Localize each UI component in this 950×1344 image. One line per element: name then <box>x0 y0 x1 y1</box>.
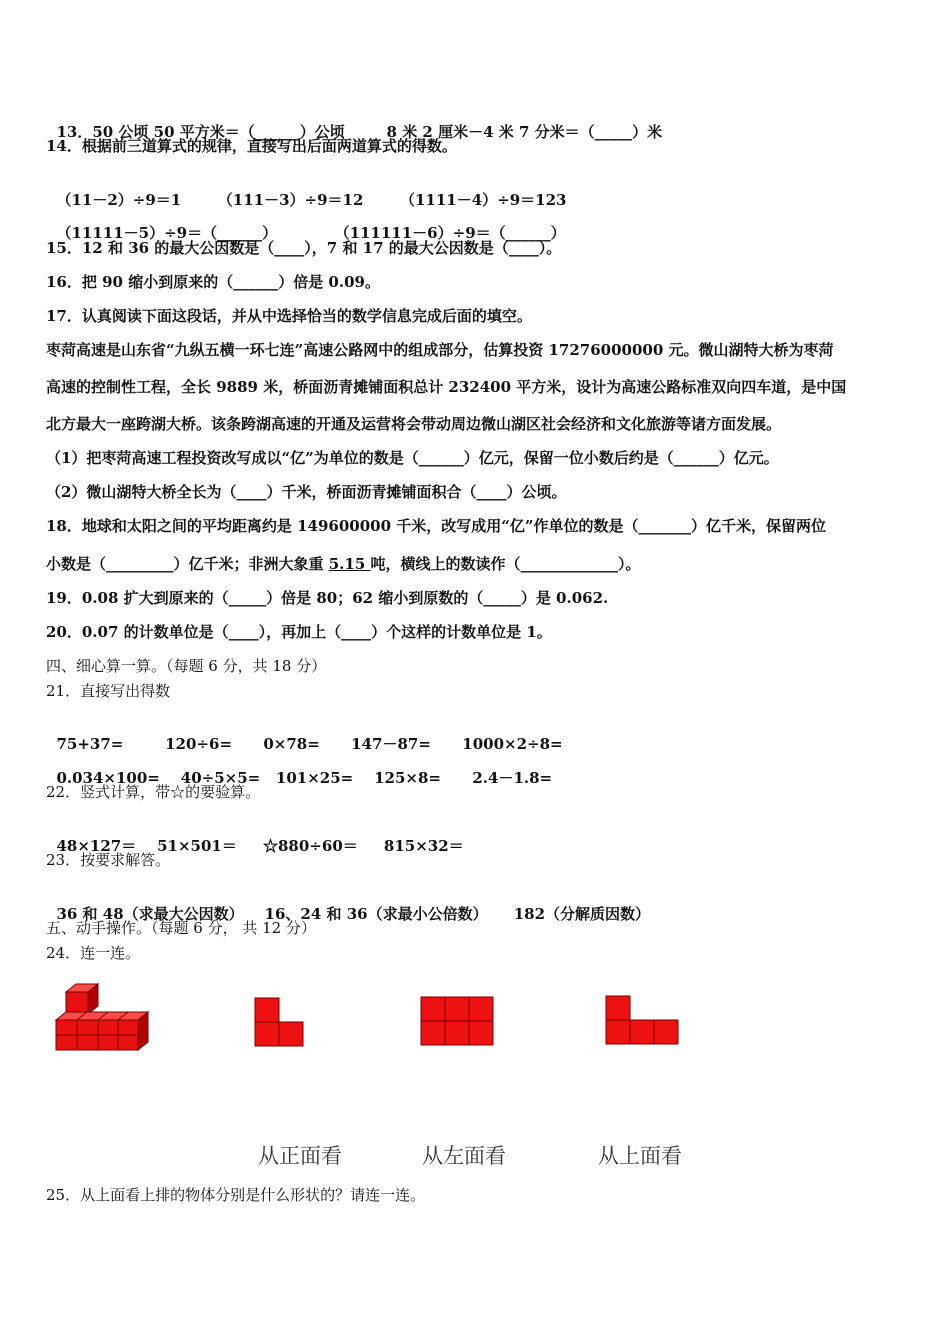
cube-stack-figure <box>52 982 152 1056</box>
question-21-row1: 75+37= 120÷6= 0×78= 147－87= 1000×2÷8= <box>56 735 563 753</box>
caption-top-view: 从上面看 <box>598 1144 682 1168</box>
question-16: 16．把 90 缩小到原来的（______）倍是 0.09。 <box>46 273 380 291</box>
question-22-title: 22．竖式计算，带☆的要验算。 <box>46 783 261 801</box>
question-17-paragraph-1: 枣菏高速是山东省“九纵五横一环七连”高速公路网中的组成部分，估算投资 17276000000 元。微山湖特大桥为枣菏 <box>46 341 834 359</box>
question-24-title: 24．连一连。 <box>46 944 141 962</box>
view-shape-l <box>254 997 306 1049</box>
question-22-items: 48×127＝ 51×501＝ ☆880÷60＝ 815×32＝ <box>56 837 464 855</box>
question-21-row2: 0.034×100= 40÷5×5= 101×25= 125×8= 2.4－1.8= <box>56 769 553 787</box>
question-14-row2: （11111－5）÷9＝（______） （111111－6）÷9＝（______） <box>56 224 566 242</box>
question-14-row1: （11－2）÷9＝1 （111－3）÷9＝12 （1111－4）÷9＝123 <box>56 191 567 209</box>
question-21-title: 21．直接写出得数 <box>46 682 171 700</box>
question-17-sub-1: （1）把枣菏高速工程投资改写成以“亿”为单位的数是（______）亿元，保留一位小数后约是（______）亿元。 <box>46 449 779 467</box>
view-shape-long-l <box>605 995 681 1047</box>
question-20: 20．0.07 的计数单位是（____），再加上（____）个这样的计数单位是 1。 <box>46 623 552 641</box>
underlined-value: 5.15 <box>328 555 371 573</box>
question-17-sub-2: （2）微山湖特大桥全长为（____）千米，桥面沥青摊铺面积合（____）公顷。 <box>46 483 567 501</box>
question-15: 15．12 和 36 的最大公因数是（____），7 和 17 的最大公因数是（____）。 <box>46 239 562 257</box>
question-19: 19．0.08 扩大到原来的（_____）倍是 80；62 缩小到原数的（_____）是 0.062. <box>46 589 609 607</box>
question-18-line-2: 小数是（_________）亿千米；非洲大象重 5.15 吨，横线上的数读作（_____________）。 <box>46 555 641 573</box>
section-4-heading: 四、细心算一算。（每题 6 分，共 18 分） <box>46 657 327 675</box>
caption-left-view: 从左面看 <box>422 1144 506 1168</box>
question-25: 25．从上面看上排的物体分别是什么形状的？请连一连。 <box>46 1186 426 1204</box>
question-14-title: 14．根据前三道算式的规律，直接写出后面两道算式的得数。 <box>46 137 457 155</box>
caption-front-view: 从正面看 <box>258 1144 342 1168</box>
section-5-heading: 五、动手操作。（每题 6 分， 共 12 分） <box>46 919 316 937</box>
question-17-title: 17．认真阅读下面这段话，并从中选择恰当的数学信息完成后面的填空。 <box>46 307 532 325</box>
question-23-title: 23．按要求解答。 <box>46 851 171 869</box>
question-17-paragraph-3: 北方最大一座跨湖大桥。该条跨湖高速的开通及运营将会带动周边微山湖区社会经济和文化旅游等诸方面发展。 <box>46 415 782 433</box>
question-23-items: 36 和 48（求最大公因数） 16、24 和 36（求最小公倍数） 182（分解质因数） <box>56 905 651 923</box>
question-17-paragraph-2: 高速的控制性工程，全长 9889 米，桥面沥青摊铺面积总计 232400 平方米，设计为高速公路标准双向四车道，是中国 <box>46 378 847 396</box>
view-shape-rectangle <box>420 996 496 1048</box>
question-18-line-1: 18．地球和太阳之间的平均距离约是 149600000 千米，改写成用“亿”作单位的数是（_______）亿千米，保留两位 <box>46 517 827 535</box>
question-13: 13．50 公顷 50 平方米＝（______）公顷 8 米 2 厘米－4 米 7 分米＝（_____）米 <box>56 123 663 141</box>
